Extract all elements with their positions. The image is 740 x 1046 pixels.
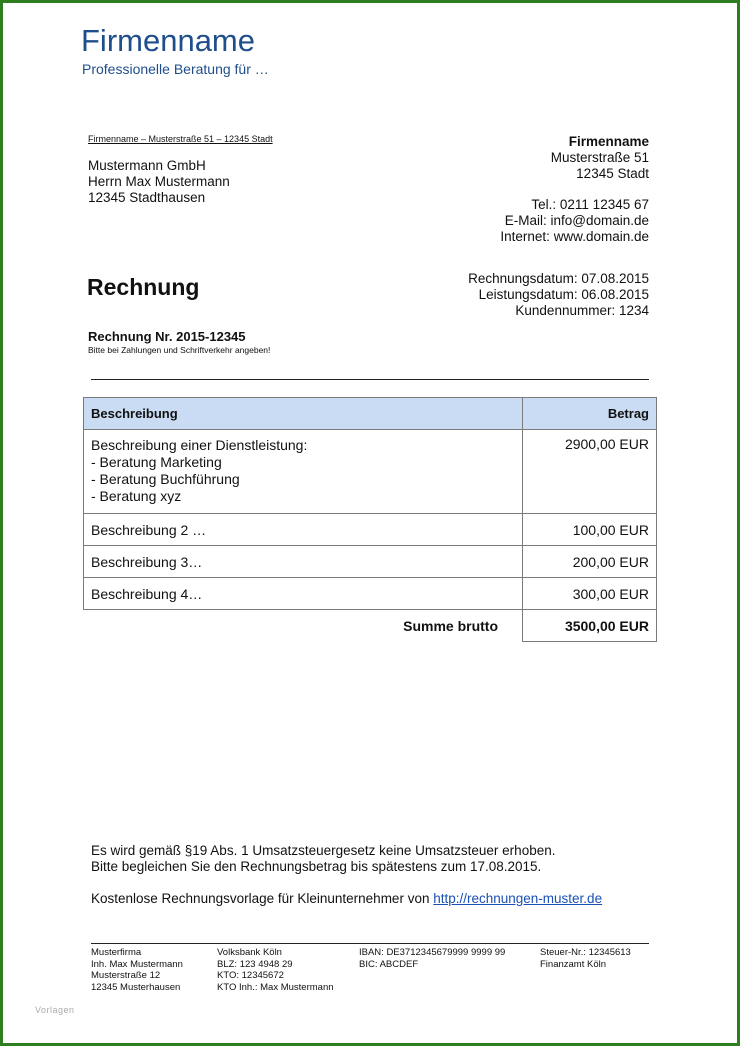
tax-notes — [91, 843, 555, 875]
recipient-address — [88, 158, 230, 206]
item-description — [84, 430, 523, 514]
template-credit-text: Kostenlose Rechnungsvorlage für Kleinunternehmer von — [91, 891, 434, 906]
sum-value: 3500,00 EUR — [523, 610, 657, 642]
template-credit-link[interactable]: http://rechnungen-muster.de — [433, 891, 603, 906]
item-description-line: - Beratung xyz — [91, 488, 182, 504]
sender-phone: Tel.: 0211 12345 67 — [531, 197, 649, 212]
sender-address-line: Firmenname – Musterstraße 51 – 12345 Stadt — [88, 134, 273, 144]
sender-name: Firmenname — [568, 134, 649, 149]
column-header-description: Beschreibung — [84, 398, 523, 430]
footer-line: Finanzamt Köln — [540, 958, 607, 970]
footer-line: BLZ: 123 4948 29 — [217, 958, 293, 970]
footer-line: Musterstraße 12 — [91, 970, 161, 981]
footer-iban — [359, 947, 505, 970]
item-amount: 100,00 EUR — [523, 514, 657, 546]
footer-line: Musterfirma — [91, 947, 142, 958]
footer-divider — [91, 943, 649, 944]
footer-company — [91, 947, 183, 993]
footer-line: KTO: 12345672 — [217, 970, 284, 981]
divider — [91, 379, 649, 380]
column-header-amount: Betrag — [523, 398, 657, 430]
item-description-line: - Beratung Buchführung — [91, 471, 240, 487]
footer-line: 12345 Musterhausen — [91, 981, 181, 993]
invoice-date: Rechnungsdatum: 07.08.2015 — [468, 271, 649, 286]
table-row — [84, 514, 657, 546]
sender-web: Internet: www.domain.de — [500, 229, 649, 244]
sender-street: Musterstraße 51 — [550, 150, 649, 165]
item-description: Beschreibung 4… — [84, 578, 523, 610]
sum-row — [84, 610, 657, 642]
watermark: Vorlagen — [35, 1005, 75, 1015]
customer-number: Kundennummer: 1234 — [515, 303, 649, 318]
item-description: Beschreibung 3… — [84, 546, 523, 578]
footer-tax — [540, 947, 631, 970]
footer-line: BIC: ABCDEF — [359, 958, 419, 970]
sender-email: E-Mail: info@domain.de — [504, 213, 649, 228]
tax-note: Es wird gemäß §19 Abs. 1 Umsatzsteuergesetz keine Umsatzsteuer erhoben. — [91, 843, 556, 858]
item-description-line: - Beratung Marketing — [91, 454, 222, 470]
sender-address-block — [551, 134, 649, 182]
sum-label: Summe brutto — [403, 617, 498, 634]
sender-city: 12345 Stadt — [576, 166, 649, 181]
template-credit — [91, 891, 602, 906]
item-amount: 200,00 EUR — [523, 546, 657, 578]
table-header-row — [84, 398, 657, 430]
items-table — [83, 397, 657, 642]
footer-line: Inh. Max Mustermann — [91, 958, 183, 970]
item-amount: 300,00 EUR — [523, 578, 657, 610]
company-name: Firmenname — [81, 23, 255, 58]
footer-line: IBAN: DE3712345679999 9999 99 — [359, 947, 506, 958]
footer-line: Steuer-Nr.: 12345613 — [540, 947, 631, 958]
payment-note: Bitte begleichen Sie den Rechnungsbetrag bis spätestens zum 17.08.2015. — [91, 859, 542, 874]
footer-line: KTO Inh.: Max Mustermann — [217, 981, 334, 993]
company-tagline: Professionelle Beratung für … — [82, 61, 269, 77]
table-row — [84, 430, 657, 514]
item-amount: 2900,00 EUR — [523, 430, 657, 514]
table-row — [84, 546, 657, 578]
service-date: Leistungsdatum: 06.08.2015 — [478, 287, 649, 302]
invoice-hint: Bitte bei Zahlungen und Schriftverkehr angeben! — [88, 345, 271, 355]
document-title: Rechnung — [87, 274, 200, 300]
recipient-line: Herrn Max Mustermann — [88, 174, 230, 189]
item-description-line: Beschreibung einer Dienstleistung: — [91, 437, 308, 453]
table-row — [84, 578, 657, 610]
recipient-line: 12345 Stadthausen — [88, 190, 206, 205]
footer-line: Volksbank Köln — [217, 947, 282, 958]
item-description: Beschreibung 2 … — [84, 514, 523, 546]
recipient-line: Mustermann GmbH — [88, 158, 206, 173]
footer-bank — [217, 947, 334, 993]
invoice-number: Rechnung Nr. 2015-12345 — [88, 329, 246, 344]
sender-contact-block — [500, 197, 649, 245]
invoice-meta — [468, 271, 649, 319]
